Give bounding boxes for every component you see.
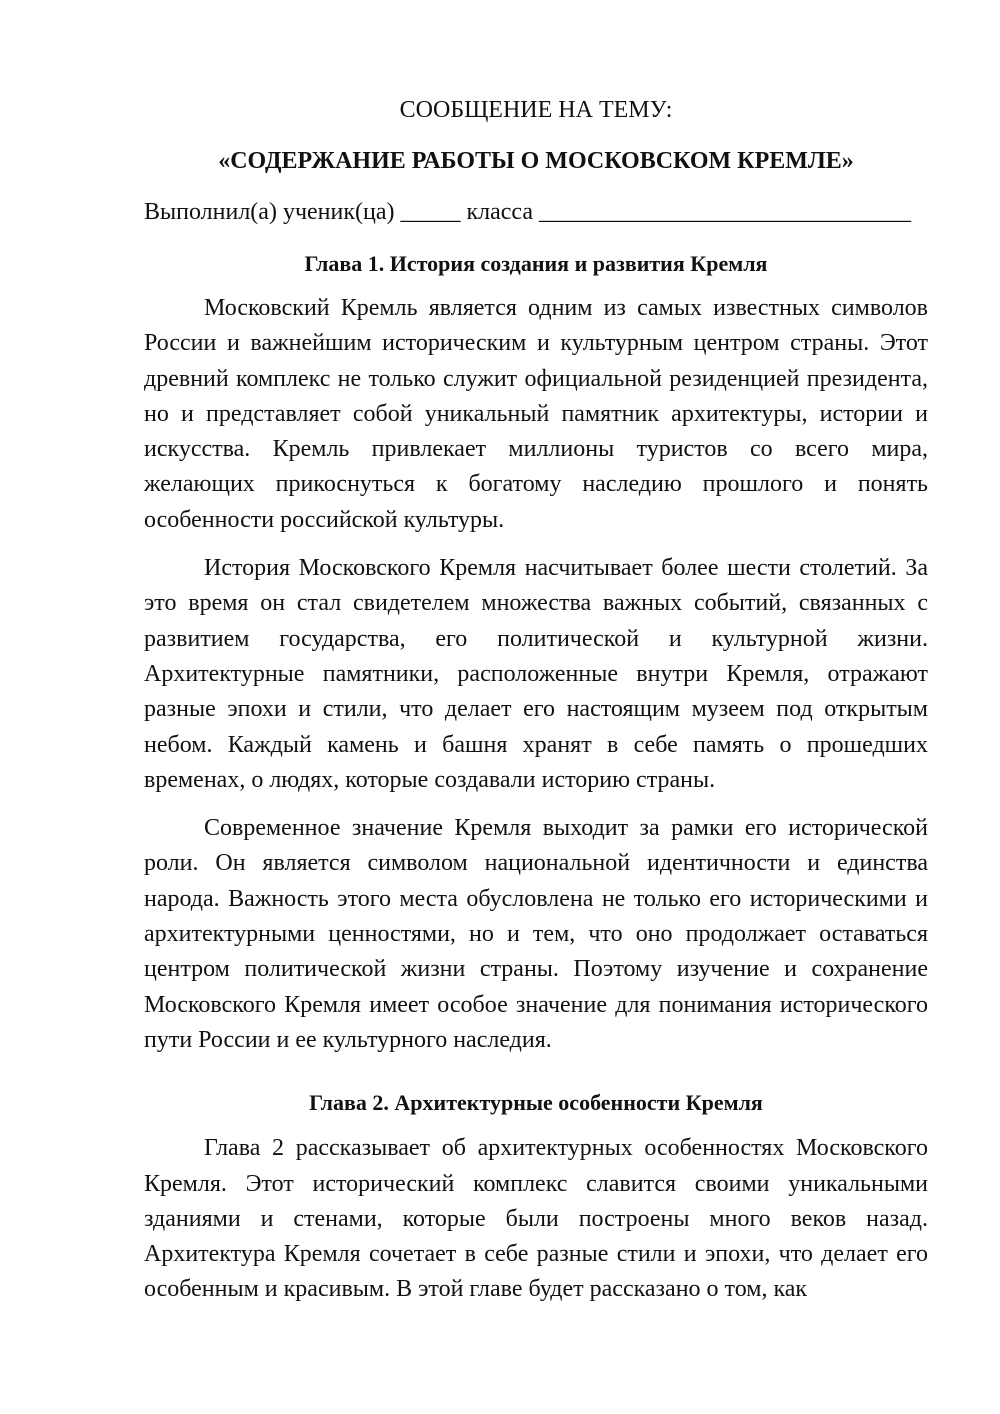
document-title-line-2: «СОДЕРЖАНИЕ РАБОТЫ О МОСКОВСКОМ КРЕМЛЕ» — [218, 148, 854, 174]
chapter-1-paragraph-2: История Московского Кремля насчитывает более шести столетий. За это время он стал свидетелем множества важных событий, связанных с развитием государства, его политической и культурной жизни. Архитектурные памятники, расположенные внутри Кремля, отражают разные эпохи и стили, что делает его настоящим музеем под открытым небом. Каждый камень и башня хранят в себе память о прошедших временах, о людях, которые создавали историю страны. — [144, 555, 928, 793]
author-line: Выполнил(а) ученик(ца) _____ класса _______________________________ — [144, 199, 912, 225]
chapter-1-heading: Глава 1. История создания и развития Кремля — [304, 251, 768, 276]
chapter-2-paragraph-1: Глава 2 рассказывает об архитектурных особенностях Московского Кремля. Этот исторический комплекс славится своими уникальными зданиями и стенами, которые были построены много веков назад. Архитектура Кремля сочетает в себе разные стили и эпохи, что делает его особенным и красивым. В этой главе будет рассказано о том, как — [144, 1135, 928, 1303]
document-title-line-1: СООБЩЕНИЕ НА ТЕМУ: — [399, 97, 673, 123]
document-page — [144, 90, 928, 1308]
chapter-1-paragraph-1: Московский Кремль является одним из самых известных символов России и важнейшим историческим и культурным центром страны. Этот древний комплекс не только служит официальной резиденцией президента, но и представляет собой уникальный памятник архитектуры, истории и искусства. Кремль привлекает миллионы туристов со всего мира, желающих прикоснуться к богатому наследию прошлого и понять особенности российской культуры. — [144, 295, 928, 533]
chapter-2-heading: Глава 2. Архитектурные особенности Кремля — [309, 1090, 763, 1116]
chapter-1-paragraph-3: Современное значение Кремля выходит за рамки его исторической роли. Он является символом национальной идентичности и единства народа. Важность этого места обусловлена не только его историческими и архитектурными ценностями, но и тем, что оно продолжает оставаться центром политической жизни страны. Поэтому изучение и сохранение Московского Кремля имеет особое значение для понимания исторического пути России и ее культурного наследия. — [144, 815, 928, 1053]
